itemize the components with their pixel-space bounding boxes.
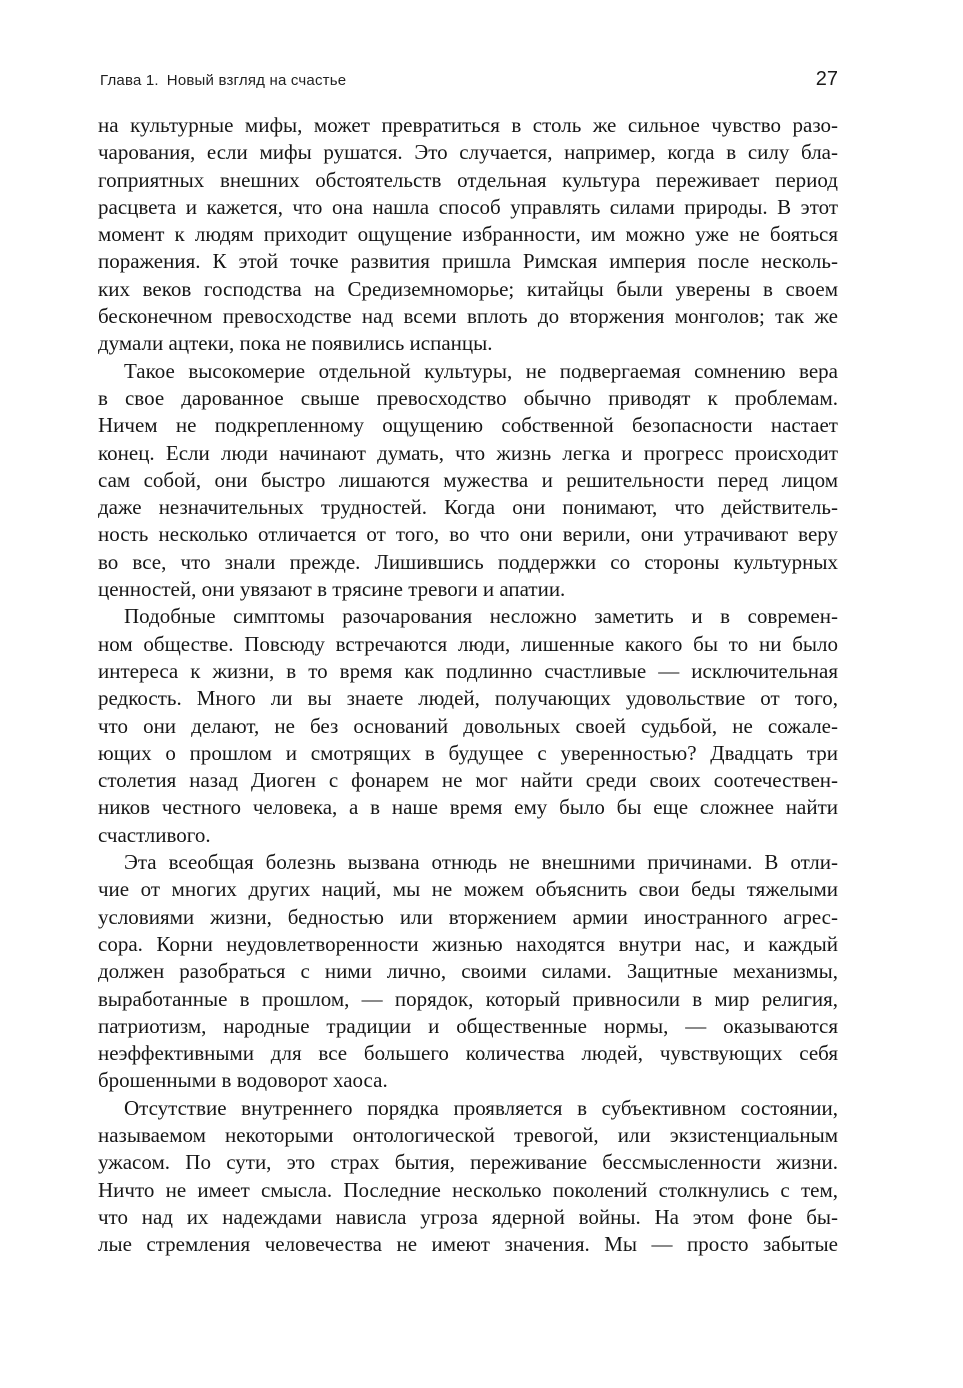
text-line: условиями жизни, бедностью или вторжением армии иностранного агрес- — [98, 904, 838, 929]
text-line: ников честного человека, а в наше время ему было бы еще сложнее найти — [98, 795, 838, 820]
paragraph — [98, 1095, 838, 1259]
text-line: интереса к жизни, в то время как подлинно счастливые — исключительная — [98, 658, 838, 683]
text-line: редкость. Много ли вы знаете людей, получающих удовольствие от того, — [98, 686, 838, 711]
paragraph — [98, 112, 838, 358]
text-line: во все, что знали прежде. Лишившись поддержки со стороны культурных — [98, 549, 838, 574]
text-line: неэффективными для все большего количества людей, чувствующих себя — [98, 1041, 838, 1066]
text-line: гоприятных внешних обстоятельств отдельная культура переживает период — [98, 167, 838, 192]
text-line: Такое высокомерие отдельной культуры, не подвергаемая сомнению вера — [124, 358, 838, 383]
text-line: что они делают, не без оснований довольных своей судьбой, не сожале- — [98, 713, 838, 738]
text-line: на культурные мифы, может превратиться в столь же сильное чувство разо- — [98, 113, 838, 137]
paragraph — [98, 358, 838, 604]
chapter-title: Новый взгляд на счастье — [166, 72, 347, 89]
text-line: ном обществе. Повсюду встречаются люди, лишенные какого бы то ни было — [98, 631, 838, 656]
text-line: поражения. К этой точке развития пришла Римская империя после несколь- — [98, 249, 838, 274]
text-line: ких веков господства на Средиземноморье; китайцы были уверены в своем — [98, 276, 838, 301]
text-line: патриотизм, народные традиции и общественные нормы, — оказываются — [98, 1013, 838, 1038]
text-line: ющих о прошлом и смотрящих в будущее с уверенностью? Двадцать три — [98, 740, 838, 765]
text-line: что над их надеждами нависла угроза ядерной войны. На этом фоне бы- — [98, 1204, 838, 1229]
text-line: ужасом. По сути, это страх бытия, переживание бессмысленности жизни. — [98, 1150, 838, 1175]
chapter-heading — [100, 72, 346, 89]
page-number: 27 — [815, 68, 838, 90]
text-line: брошенными в водоворот хаоса. — [98, 1068, 388, 1093]
paragraph — [98, 603, 838, 849]
text-line: даже незначительных трудностей. Когда они понимают, что действитель- — [98, 495, 838, 520]
text-line: сора. Корни неудовлетворенности жизнью находятся внутри нас, и каждый — [98, 931, 838, 956]
text-line: Отсутствие внутреннего порядка проявляется в субъективном состоянии, — [124, 1095, 838, 1120]
text-line: сам собой, они быстро лишаются мужества и решительности перед лицом — [98, 467, 838, 492]
text-column — [98, 112, 838, 1258]
text-line: Эта всеобщая болезнь вызвана отнюдь не внешними причинами. В отли- — [124, 850, 838, 875]
text-line: расцвета и кажется, что она нашла способ управлять силами природы. В этот — [98, 194, 838, 219]
text-line: бесконечном превосходстве над всеми вплоть до вторжения монголов; так же — [98, 304, 838, 329]
text-line: конец. Если люди начинают думать, что жизнь легка и прогресс происходит — [98, 440, 838, 465]
chapter-label: Глава 1. — [100, 72, 159, 89]
text-line: Подобные симптомы разочарования несложно заметить и в современ- — [124, 604, 838, 629]
text-line: чие от многих других наций, мы не можем объяснить свои беды тяжелыми — [98, 877, 838, 902]
running-header — [100, 68, 838, 91]
text-line: лые стремления человечества не имеют значения. Мы — просто забытые — [98, 1232, 838, 1257]
text-line: Ничто не имеет смысла. Последние несколько поколений столкнулись с тем, — [98, 1177, 838, 1202]
text-line: должен разобраться с ними лично, своими силами. Защитные механизмы, — [98, 959, 838, 984]
text-line: столетия назад Диоген с фонарем не мог найти среди своих соотечествен- — [98, 768, 838, 793]
text-line: момент к людям приходит ощущение избранности, им можно уже не бояться — [98, 222, 838, 247]
text-line: думали ацтеки, пока не появились испанцы. — [98, 331, 493, 356]
text-line: чарования, если мифы рушатся. Это случается, например, когда в силу бла- — [98, 140, 838, 165]
text-line: называемом некоторыми онтологической тревогой, или экзистенциальным — [98, 1122, 838, 1147]
text-line: счастливого. — [98, 822, 211, 847]
text-line: ценностей, они увязают в трясине тревоги и апатии. — [98, 577, 566, 602]
text-line: Ничем не подкрепленному ощущению собственной безопасности настает — [98, 413, 838, 438]
text-line: выработанные в прошлом, — порядок, который привносили в мир религия, — [98, 986, 838, 1011]
paragraph — [98, 849, 838, 1095]
text-line: ность несколько отличается от того, во что они верили, они утрачивают веру — [98, 522, 838, 547]
text-line: в свое дарованное свыше превосходство обычно приводят к проблемам. — [98, 385, 838, 410]
